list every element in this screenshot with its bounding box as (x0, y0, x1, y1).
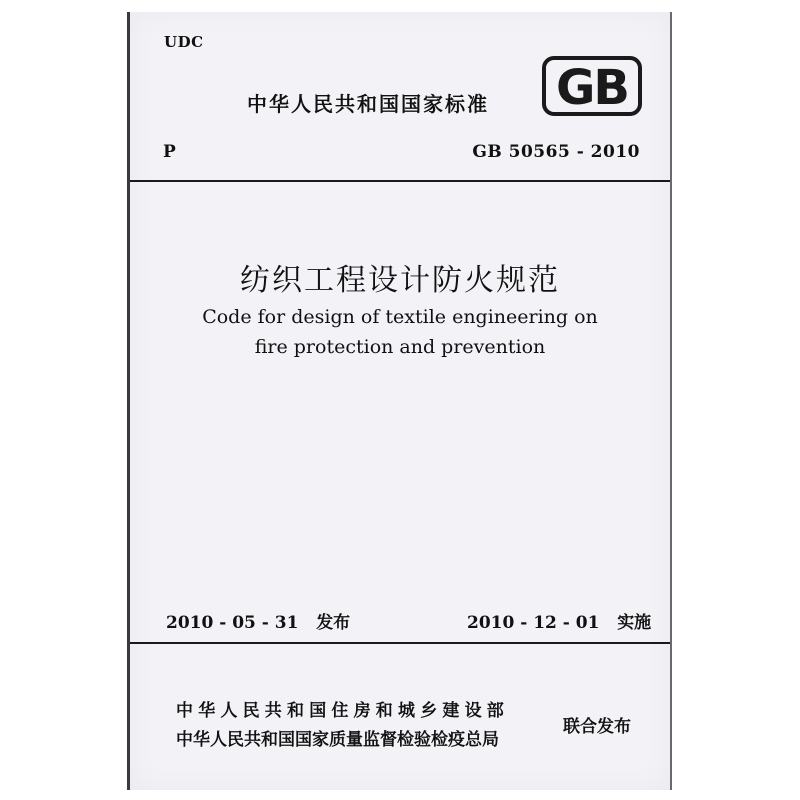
publish-label: 发布 (316, 613, 351, 633)
classification-code: P (163, 142, 176, 162)
bottom-divider (130, 642, 670, 644)
title-english-line-1: Code for design of textile engineering on (202, 306, 598, 328)
title-english (130, 302, 670, 362)
gb-logo-text: GB (556, 60, 628, 116)
title-chinese: 纺织工程设计防火规范 (240, 263, 560, 298)
standard-cover (127, 12, 672, 790)
effective-label: 实施 (617, 613, 652, 633)
top-divider (130, 180, 670, 182)
issuer-housing-ministry: 中华人民共和国住房和城乡建设部 (176, 701, 509, 721)
publish-date: 2010 - 05 - 31 (166, 613, 299, 633)
effective-date: 2010 - 12 - 01 (467, 613, 600, 633)
publish-info (166, 608, 350, 633)
udc-label: UDC (164, 33, 204, 51)
standard-category: 中华人民共和国国家标准 (247, 92, 489, 116)
issuing-authorities (176, 697, 509, 755)
gb-logo (542, 56, 642, 116)
title-english-line-2: fire protection and prevention (254, 336, 546, 358)
issuer-quality-administration: 中华人民共和国国家质量监督检验检疫总局 (176, 730, 499, 750)
standard-number: GB 50565 - 2010 (472, 142, 640, 162)
effective-info (467, 608, 651, 633)
joint-release-label: 联合发布 (563, 717, 631, 737)
